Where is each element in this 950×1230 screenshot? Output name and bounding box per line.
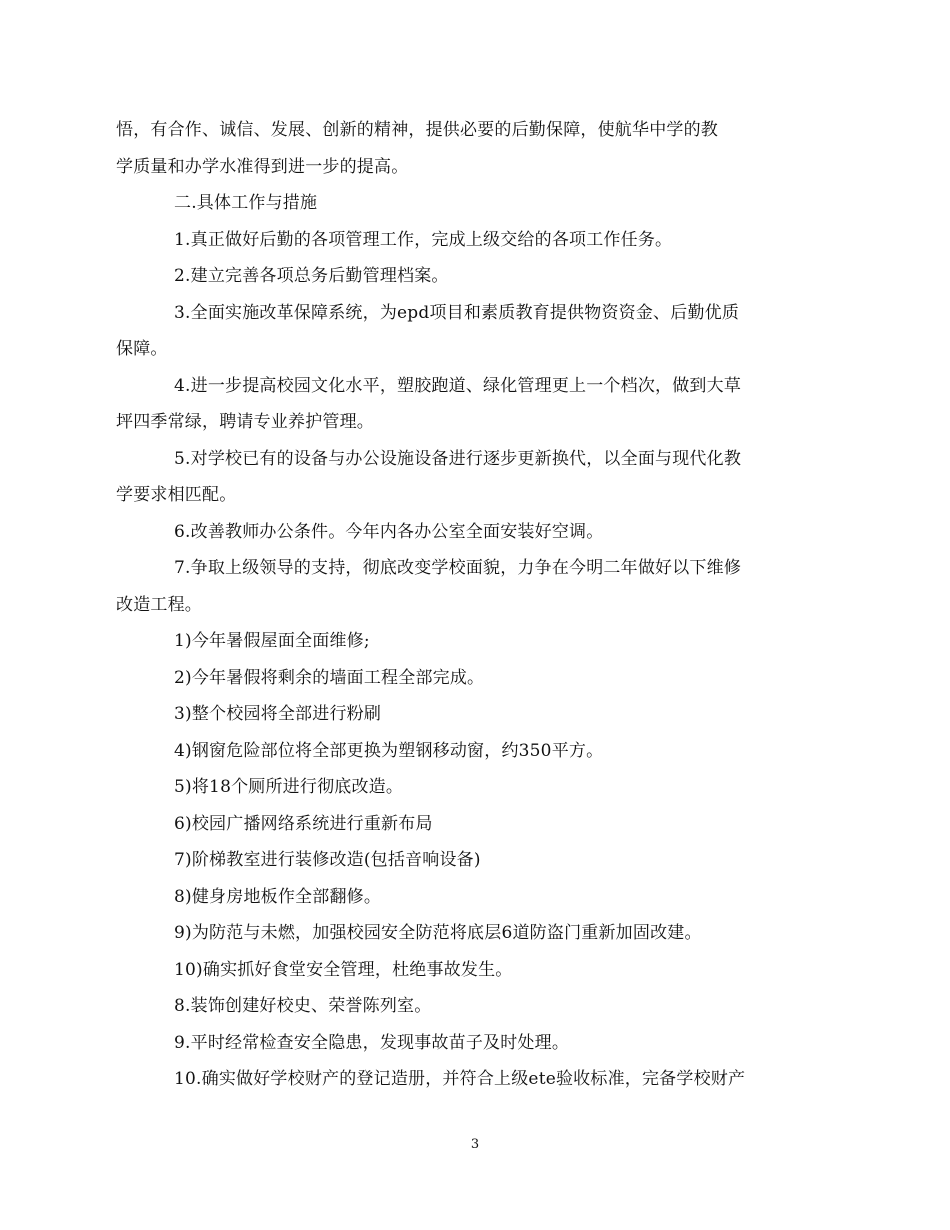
- page-number: 3: [470, 1137, 480, 1152]
- text-line: 坪四季常绿，聘请专业养护管理。: [116, 412, 374, 432]
- text-line: 二.具体工作与措施: [174, 193, 318, 213]
- text-line: 9)为防范与未燃，加强校园安全防范将底层6道防盗门重新加固改建。: [174, 923, 702, 943]
- text-line: 8.装饰创建好校史、荣誉陈列室。: [174, 996, 432, 1016]
- text-line: 8)健身房地板作全部翻修。: [174, 886, 382, 907]
- text-line: 4)钢窗危险部位将全部更换为塑钢移动窗，约350平方。: [174, 740, 604, 761]
- text-line: 7.争取上级领导的支持，彻底改变学校面貌，力争在今明二年做好以下维修: [174, 558, 742, 578]
- text-line: 1)今年暑假屋面全面维修;: [174, 631, 370, 651]
- text-line: 6)校园广播网络系统进行重新布局: [174, 813, 433, 834]
- text-line: 7)阶梯教室进行装修改造(包括音响设备): [174, 850, 481, 870]
- text-line: 改造工程。: [116, 594, 202, 615]
- text-line: 10.确实做好学校财产的登记造册，并符合上级ete验收标准，完备学校财产: [174, 1069, 746, 1089]
- text-line: 5)将18个厕所进行彻底改造。: [174, 777, 404, 797]
- text-line: 5.对学校已有的设备与办公设施设备进行逐步更新换代，以全面与现代化教: [174, 448, 742, 469]
- text-line: 2.建立完善各项总务后勤管理档案。: [174, 266, 449, 286]
- text-line: 10)确实抓好食堂安全管理，杜绝事故发生。: [174, 959, 513, 980]
- document-body: [116, 112, 816, 1098]
- text-line: 学要求相匹配。: [116, 485, 237, 505]
- text-line: 1.真正做好后勤的各项管理工作，完成上级交给的各项工作任务。: [174, 229, 673, 250]
- text-line: 保障。: [116, 339, 168, 359]
- text-line: 3.全面实施改革保障系统，为epd项目和素质教育提供物资资金、后勤优质: [174, 302, 740, 323]
- text-line: 2)今年暑假将剩余的墙面工程全部完成。: [174, 667, 485, 688]
- text-line: 学质量和办学水准得到进一步的提高。: [116, 156, 409, 177]
- text-line: 悟，有合作、诚信、发展、创新的精神，提供必要的后勤保障，使航华中学的教: [116, 120, 718, 140]
- text-line: 4.进一步提高校园文化水平，塑胶跑道、绿化管理更上一个档次，做到大草: [174, 375, 742, 396]
- text-line: 3)整个校园将全部进行粉刷: [174, 704, 382, 724]
- text-line: 6.改善教师办公条件。今年内各办公室全面安装好空调。: [174, 521, 604, 542]
- text-line: 9.平时经常检查安全隐患，发现事故苗子及时处理。: [174, 1032, 570, 1053]
